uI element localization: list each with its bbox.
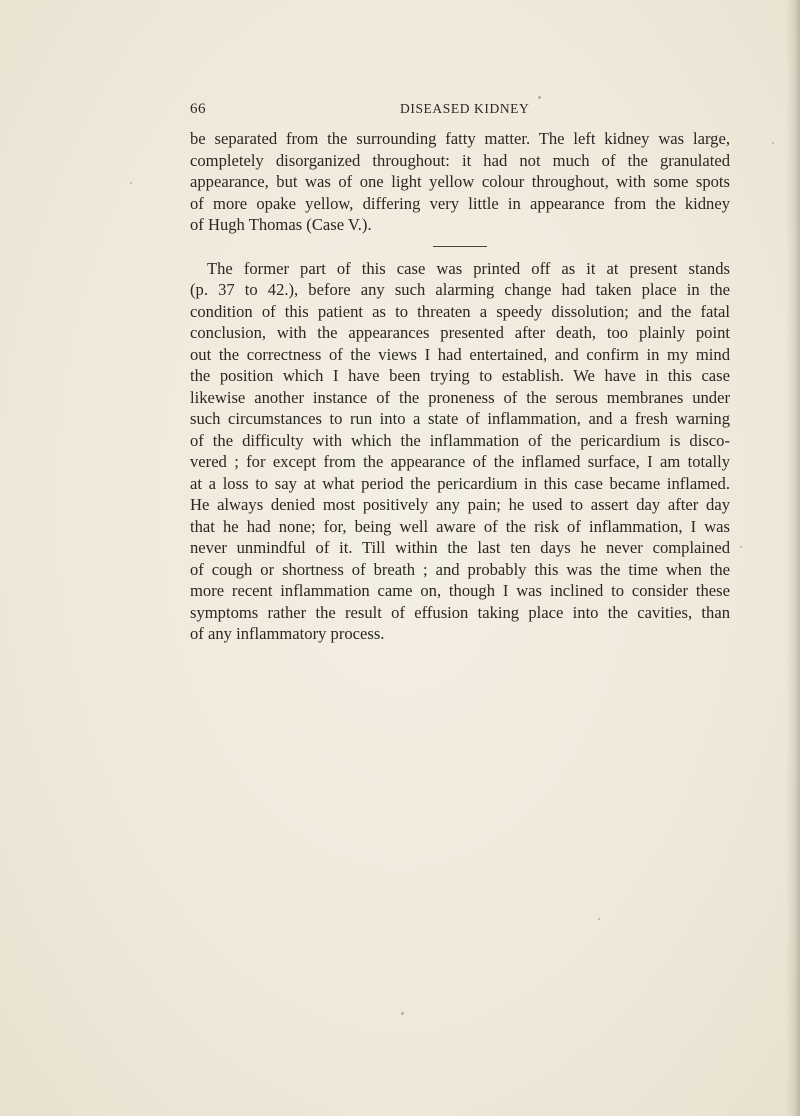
text-line: likewise another instance of the proneness of the serous membranes under	[190, 387, 730, 407]
text-line: conclusion, with the appearances presented after death, too plainly point	[190, 323, 730, 342]
paragraph-1	[190, 128, 730, 236]
text-line: at a loss to say at what period the pericardium in this case became inflamed.	[190, 473, 730, 493]
text-line: appearance, but was of one light yellow colour throughout, with some spots	[190, 172, 730, 191]
page-edge-shadow	[786, 0, 800, 1116]
text-line: He always denied most positively any pain; he used to assert day after day	[190, 495, 730, 514]
text-line: of any inflammatory process.	[190, 624, 385, 643]
text-line: the position which I have been trying to establish. We have in this case	[190, 366, 730, 385]
paper-speck	[401, 1012, 404, 1015]
paper-speck	[130, 182, 132, 184]
horizontal-rule	[433, 246, 487, 247]
section-divider	[190, 236, 730, 258]
paper-speck	[772, 142, 774, 144]
text-line: of Hugh Thomas (Case V.).	[190, 215, 372, 234]
text-line: never unmindful of it. Till within the last ten days he never complained	[190, 538, 730, 557]
text-line: The former part of this case was printed off as it at present stands	[207, 258, 730, 278]
body-text	[190, 128, 730, 645]
text-line: such circumstances to run into a state of inflammation, and a fresh warning	[190, 409, 730, 428]
text-line: of the difficulty with which the inflammation of the pericardium is disco-	[190, 430, 730, 450]
running-head	[190, 101, 730, 123]
text-line: more recent inflammation came on, though I was inclined to consider these	[190, 581, 730, 600]
text-line: of cough or shortness of breath ; and probably this was the time when the	[190, 559, 730, 579]
text-line: vered ; for except from the appearance of the inflamed surface, I am totally	[190, 452, 730, 471]
paper-speck	[740, 546, 742, 548]
text-line: of more opake yellow, differing very little in appearance from the kidney	[190, 193, 730, 213]
text-line: out the correctness of the views I had entertained, and confirm in my mind	[190, 344, 730, 364]
running-title: DISEASED KIDNEY	[400, 101, 530, 116]
text-line: symptoms rather the result of effusion taking place into the cavities, than	[190, 602, 730, 622]
text-line: (p. 37 to 42.), before any such alarming change had taken place in the	[190, 280, 730, 299]
page-number: 66	[190, 101, 206, 117]
text-line: be separated from the surrounding fatty matter. The left kidney was large,	[190, 129, 730, 148]
paper-speck	[538, 96, 541, 99]
text-line: condition of this patient as to threaten a speedy dissolution; and the fatal	[190, 301, 730, 321]
paper-speck	[598, 918, 600, 920]
text-line: that he had none; for, being well aware of the risk of inflammation, I was	[190, 516, 730, 536]
paragraph-2	[190, 258, 730, 645]
text-line: completely disorganized throughout: it had not much of the granulated	[190, 150, 730, 170]
